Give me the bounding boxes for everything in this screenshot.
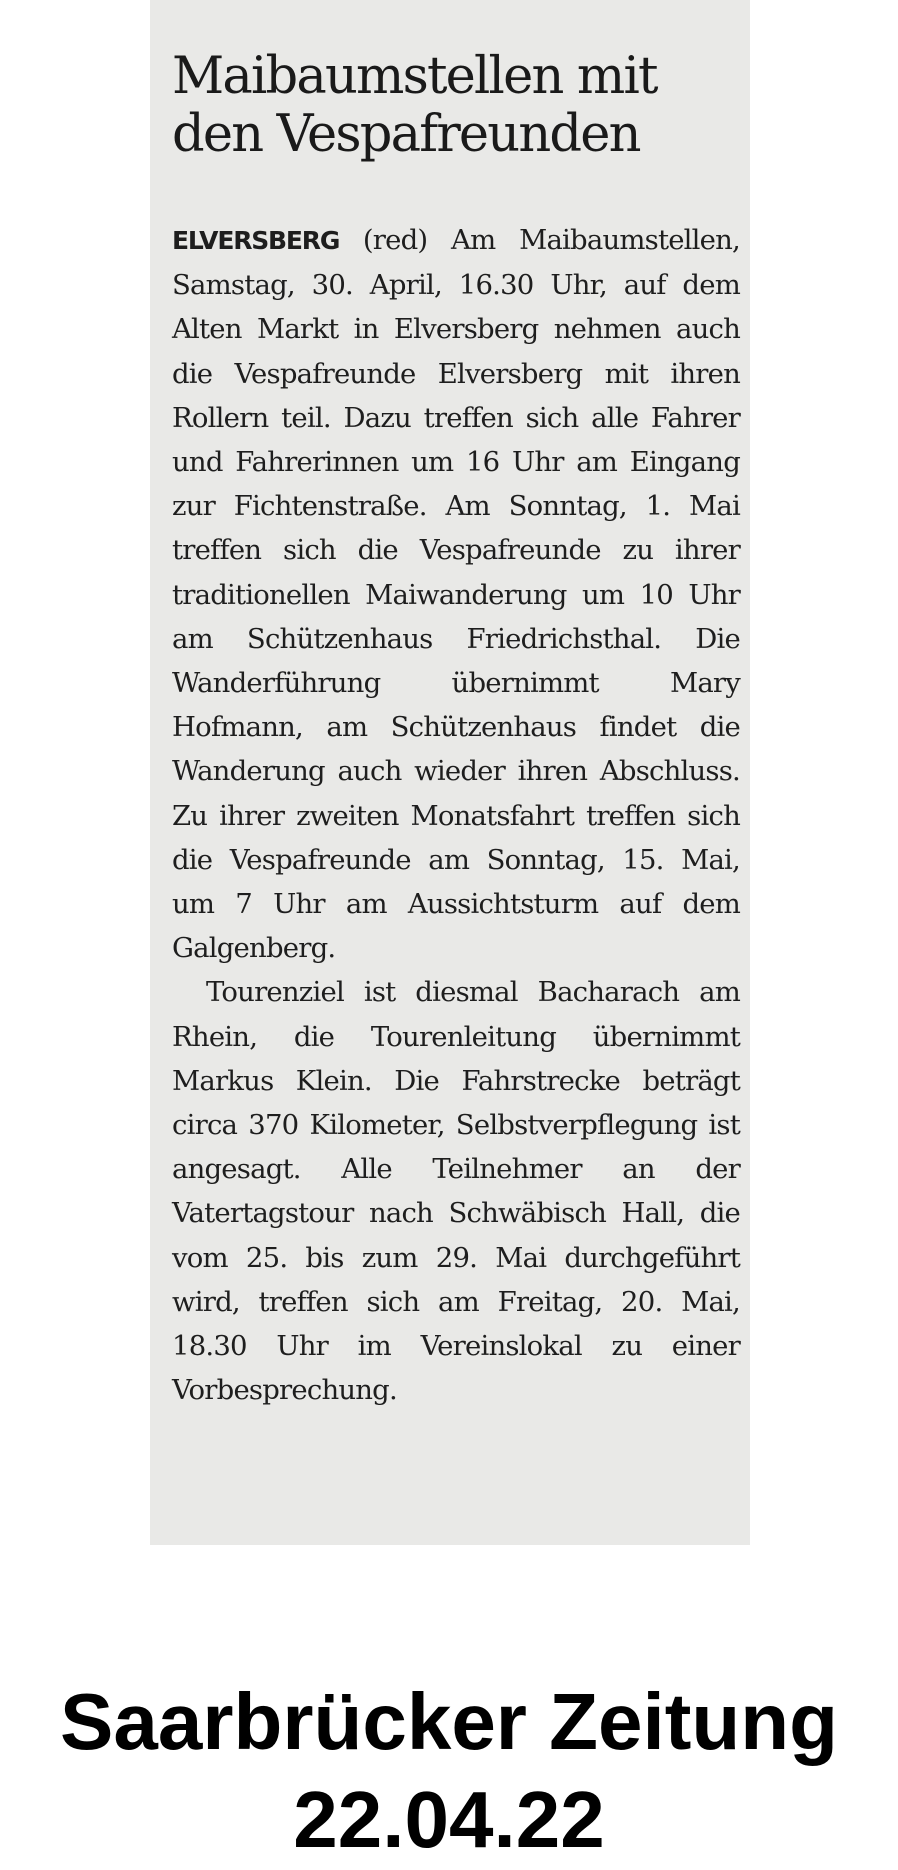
newspaper-clipping xyxy=(150,0,750,1545)
article-dateline: ELVERSBERG xyxy=(172,226,340,255)
article-paragraph-1 xyxy=(172,218,740,970)
source-date: 22.04.22 xyxy=(293,1775,605,1864)
article-body xyxy=(172,218,740,1412)
article-paragraph-2: Tourenziel ist diesmal Bacharach am Rhein, die Tourenleitung übernimmt Markus Klein. Die Fahrstrecke beträgt circa 370 Kilometer, Selbstverpflegung ist angesagt. Alle Teilnehmer an der Vatertagstour nach Schwäbisch Hall, die vom 25. bis zum 29. Mai durchgeführt wird, treffen sich am Freitag, 20. Mai, 18.30 Uhr im Vereinslokal zu einer Vorbesprechung. xyxy=(172,976,740,1407)
source-publication: Saarbrücker Zeitung xyxy=(59,1677,838,1766)
article-paragraph-1-text: (red) Am Maibaumstellen, Samstag, 30. April, 16.30 Uhr, auf dem Alten Markt in Elversberg nehmen auch die Vespafreunde Elversberg mit ihren Rollern teil. Dazu treffen sich alle Fahrer und Fahrerinnen um 16 Uhr am Eingang zur Fichtenstraße. Am Sonntag, 1. Mai treffen sich die Vespafreunde zu ihrer traditionellen Maiwanderung um 10 Uhr am Schützenhaus Friedrichsthal. Die Wanderführung übernimmt Mary Hofmann, am Schützenhaus findet die Wanderung auch wieder ihren Abschluss. Zu ihrer zweiten Monatsfahrt treffen sich die Vespafreunde am Sonntag, 15. Mai, um 7 Uhr am Aussichtsturm auf dem Galgenberg. xyxy=(172,224,740,965)
article-headline: Maibaumstellen mit den Vespafreunden xyxy=(172,47,657,164)
